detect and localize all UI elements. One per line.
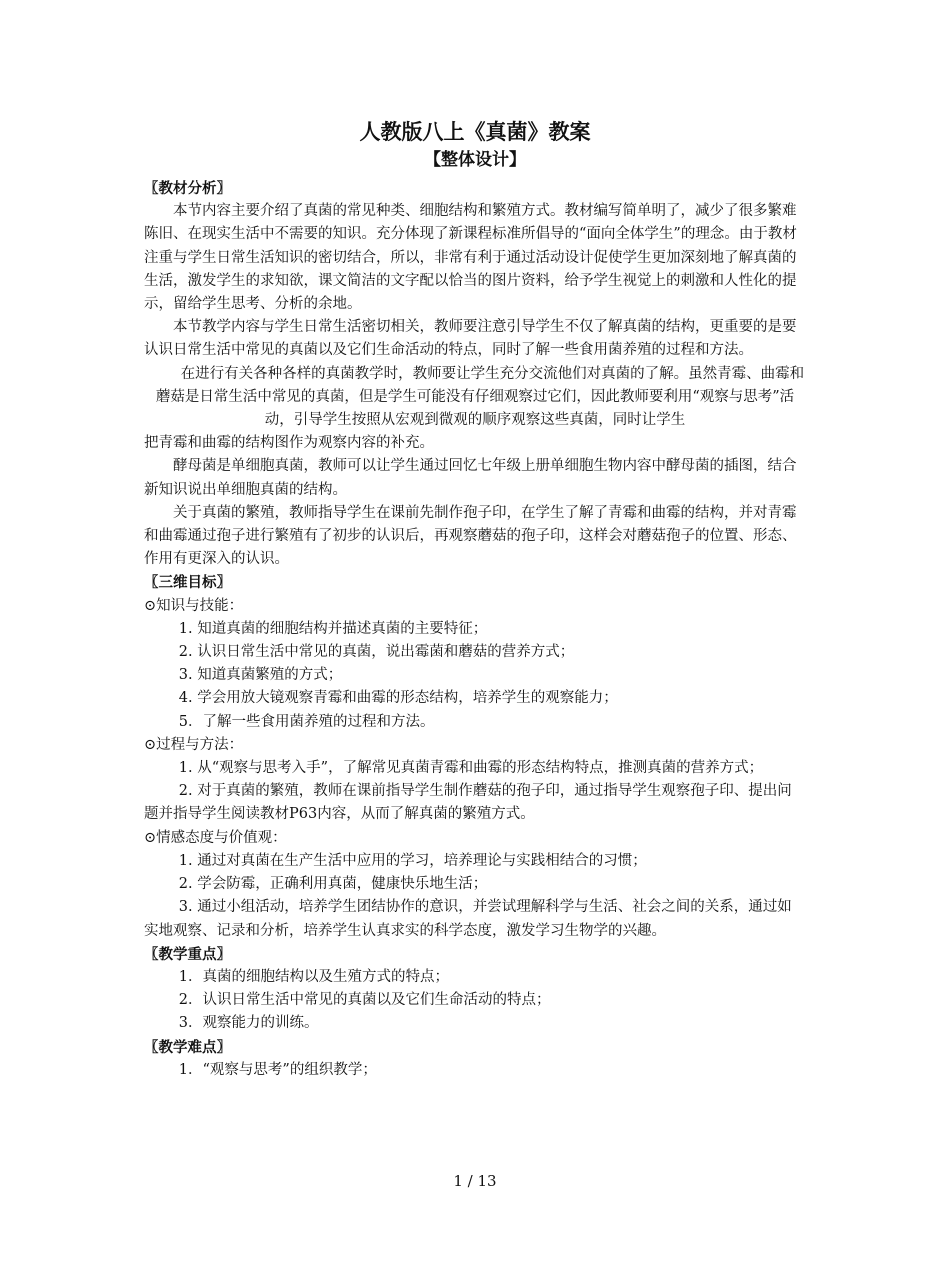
list-item: 3. 通过小组活动，培养学生团结协作的意识，并尝试理解科学与生活、社会之间的关系，通过如实地观察、记录和分析，培养学生认真求实的科学态度，激发学习生物学的兴趣。 <box>144 899 792 939</box>
list-item: 3．观察能力的训练。 <box>178 1015 319 1032</box>
subheading-emotion: ⊙情感态度与价值观： <box>144 829 287 846</box>
subheading-knowledge: ⊙知识与技能： <box>144 597 244 614</box>
list-item: 4. 学会用放大镜观察青霉和曲霉的形态结构，培养学生的观察能力； <box>178 690 618 707</box>
list-item: 5．了解一些食用菌养殖的过程和方法。 <box>178 713 435 730</box>
list-item: 1. 从“观察与思考入手”，了解常见真菌青霉和曲霉的形态结构特点，推测真菌的营养方式； <box>178 760 764 777</box>
list-item: 2. 对于真菌的繁殖，教师在课前指导学生制作蘑菇的孢子印，通过指导学生观察孢子印、提出问题并指导学生阅读教材P63内容，从而了解真菌的繁殖方式。 <box>144 783 792 823</box>
document-title: 人教版八上《真菌》教案 <box>359 119 591 144</box>
list-item: 2. 认识日常生活中常见的真菌，说出霉菌和蘑菇的营养方式； <box>178 644 575 661</box>
list-item: 1. 通过对真菌在生产生活中应用的学习，培养理论与实践相结合的习惯； <box>178 852 647 869</box>
list-item: 2．认识日常生活中常见的真菌以及它们生命活动的特点； <box>178 992 551 1009</box>
paragraph: 本节教学内容与学生日常生活密切相关，教师要注意引导学生不仅了解真菌的结构，更重要的是要认识日常生活中常见的真菌以及它们生命活动的特点，同时了解一些食用菌养殖的过程和方法。 <box>144 319 797 359</box>
list-item: 1．真菌的细胞结构以及生殖方式的特点； <box>178 968 450 985</box>
section-heading-key: 〖教学重点〗 <box>144 945 231 963</box>
paragraph: 关于真菌的繁殖，教师指导学生在课前先制作孢子印，在学生了解了青霉和曲霉的结构，并对青霉和曲霉通过孢子进行繁殖有了初步的认识后，再观察蘑菇的孢子印，这样会对蘑菇孢子的位置、形态、作用有更深入的认识。 <box>144 504 797 568</box>
list-item: 1. 知道真菌的细胞结构并描述真菌的主要特征； <box>178 620 488 637</box>
document-body <box>144 177 806 1082</box>
paragraph: 本节内容主要介绍了真菌的常见种类、细胞结构和繁殖方式。教材编写简单明了，减少了很多繁难陈旧、在现实生活中不需要的知识。充分体现了新课程标准所倡导的“面向全体学生”的理念。由于教材注重与学生日常生活知识的密切结合，所以，非常有利于通过活动设计促使学生更加深刻地了解真菌的生活，激发学生的求知欲，课文简洁的文字配以恰当的图片资料，给予学生视觉上的刺激和人性化的提示，留给学生思考、分析的余地。 <box>144 203 797 313</box>
paragraph: 酵母菌是单细胞真菌，教师可以让学生通过回忆七年级上册单细胞生物内容中酵母菌的插图，结合新知识说出单细胞真菌的结构。 <box>144 458 797 498</box>
document-subtitle: 【整体设计】 <box>424 150 526 170</box>
page-number: 1 / 13 <box>453 1172 497 1190</box>
section-heading-analysis: 〖教材分析〗 <box>144 180 231 197</box>
list-item: 2. 学会防霉，正确利用真菌，健康快乐地生活； <box>178 876 488 893</box>
list-item: 3. 知道真菌繁殖的方式； <box>178 667 343 684</box>
subheading-process: ⊙过程与方法： <box>144 736 244 753</box>
list-item: 1．“观察与思考”的组织教学； <box>178 1061 377 1078</box>
paragraph: 把青霉和曲霉的结构图作为观察内容的补充。 <box>144 435 434 452</box>
paragraph: 在进行有关各种各样的真菌教学时，教师要让学生充分交流他们对真菌的了解。虽然青霉、曲霉和蘑菇是日常生活中常见的真菌，但是学生可能没有仔细观察过它们，因此教师要利用“观察与思考”活动，引导学生按照从宏观到微观的顺序观察这些真菌，同时让学生 <box>155 365 805 429</box>
section-heading-difficult: 〖教学难点〗 <box>144 1038 231 1056</box>
section-heading-goals: 〖三维目标〗 <box>144 574 231 592</box>
